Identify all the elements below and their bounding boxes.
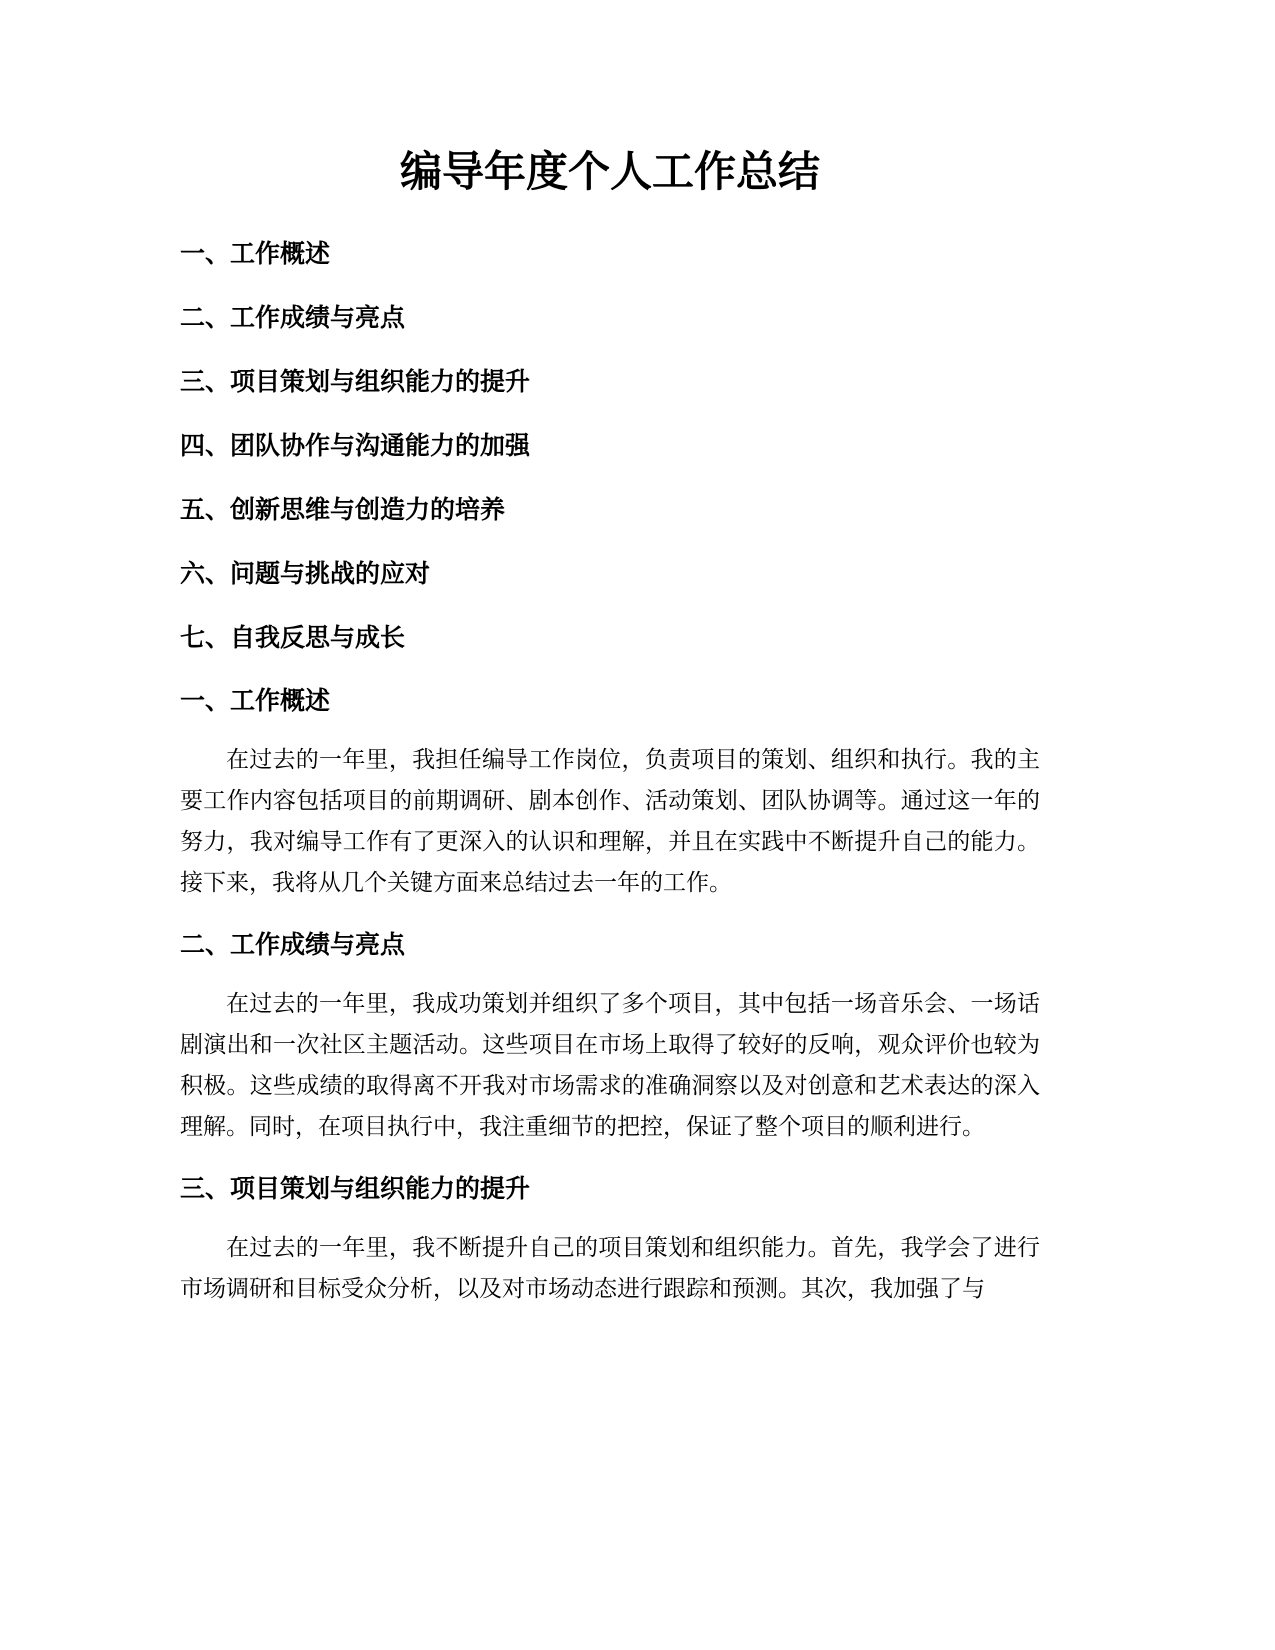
document-title: 编导年度个人工作总结 bbox=[399, 147, 820, 196]
section-heading: 二、工作成绩与亮点 bbox=[180, 930, 406, 959]
outline-item: 六、问题与挑战的应对 bbox=[180, 559, 431, 588]
document-page bbox=[180, 0, 1040, 1650]
outline-item: 一、工作概述 bbox=[180, 239, 331, 268]
section-paragraph: 在过去的一年里，我成功策划并组织了多个项目，其中包括一场音乐会、一场话剧演出和一次社区主题活动。这些项目在市场上取得了较好的反响，观众评价也较为积极。这些成绩的取得离不开我对市场需求的准确洞察以及对创意和艺术表达的深入理解。同时，在项目执行中，我注重细节的把控，保证了整个项目的顺利进行。 bbox=[180, 991, 1040, 1140]
outline-item: 四、团队协作与沟通能力的加强 bbox=[180, 431, 531, 460]
outline-item: 二、工作成绩与亮点 bbox=[180, 303, 406, 332]
section-paragraph: 在过去的一年里，我不断提升自己的项目策划和组织能力。首先，我学会了进行市场调研和目标受众分析，以及对市场动态进行跟踪和预测。其次，我加强了与 bbox=[180, 1235, 1040, 1302]
outline-item: 五、创新思维与创造力的培养 bbox=[180, 495, 506, 524]
section-achievements bbox=[180, 924, 1040, 1148]
section-planning-skills bbox=[180, 1168, 1040, 1310]
section-paragraph: 在过去的一年里，我担任编导工作岗位，负责项目的策划、组织和执行。我的主要工作内容包括项目的前期调研、剧本创作、活动策划、团队协调等。通过这一年的努力，我对编导工作有了更深入的认识和理解，并且在实践中不断提升自己的能力。接下来，我将从几个关键方面来总结过去一年的工作。 bbox=[180, 747, 1040, 896]
outline-item: 三、项目策划与组织能力的提升 bbox=[180, 367, 531, 396]
outline-list bbox=[180, 234, 1040, 682]
document-body bbox=[180, 680, 1040, 1330]
section-heading: 一、工作概述 bbox=[180, 686, 331, 715]
section-work-overview bbox=[180, 680, 1040, 904]
section-heading: 三、项目策划与组织能力的提升 bbox=[180, 1174, 531, 1203]
outline-item: 七、自我反思与成长 bbox=[180, 623, 406, 652]
